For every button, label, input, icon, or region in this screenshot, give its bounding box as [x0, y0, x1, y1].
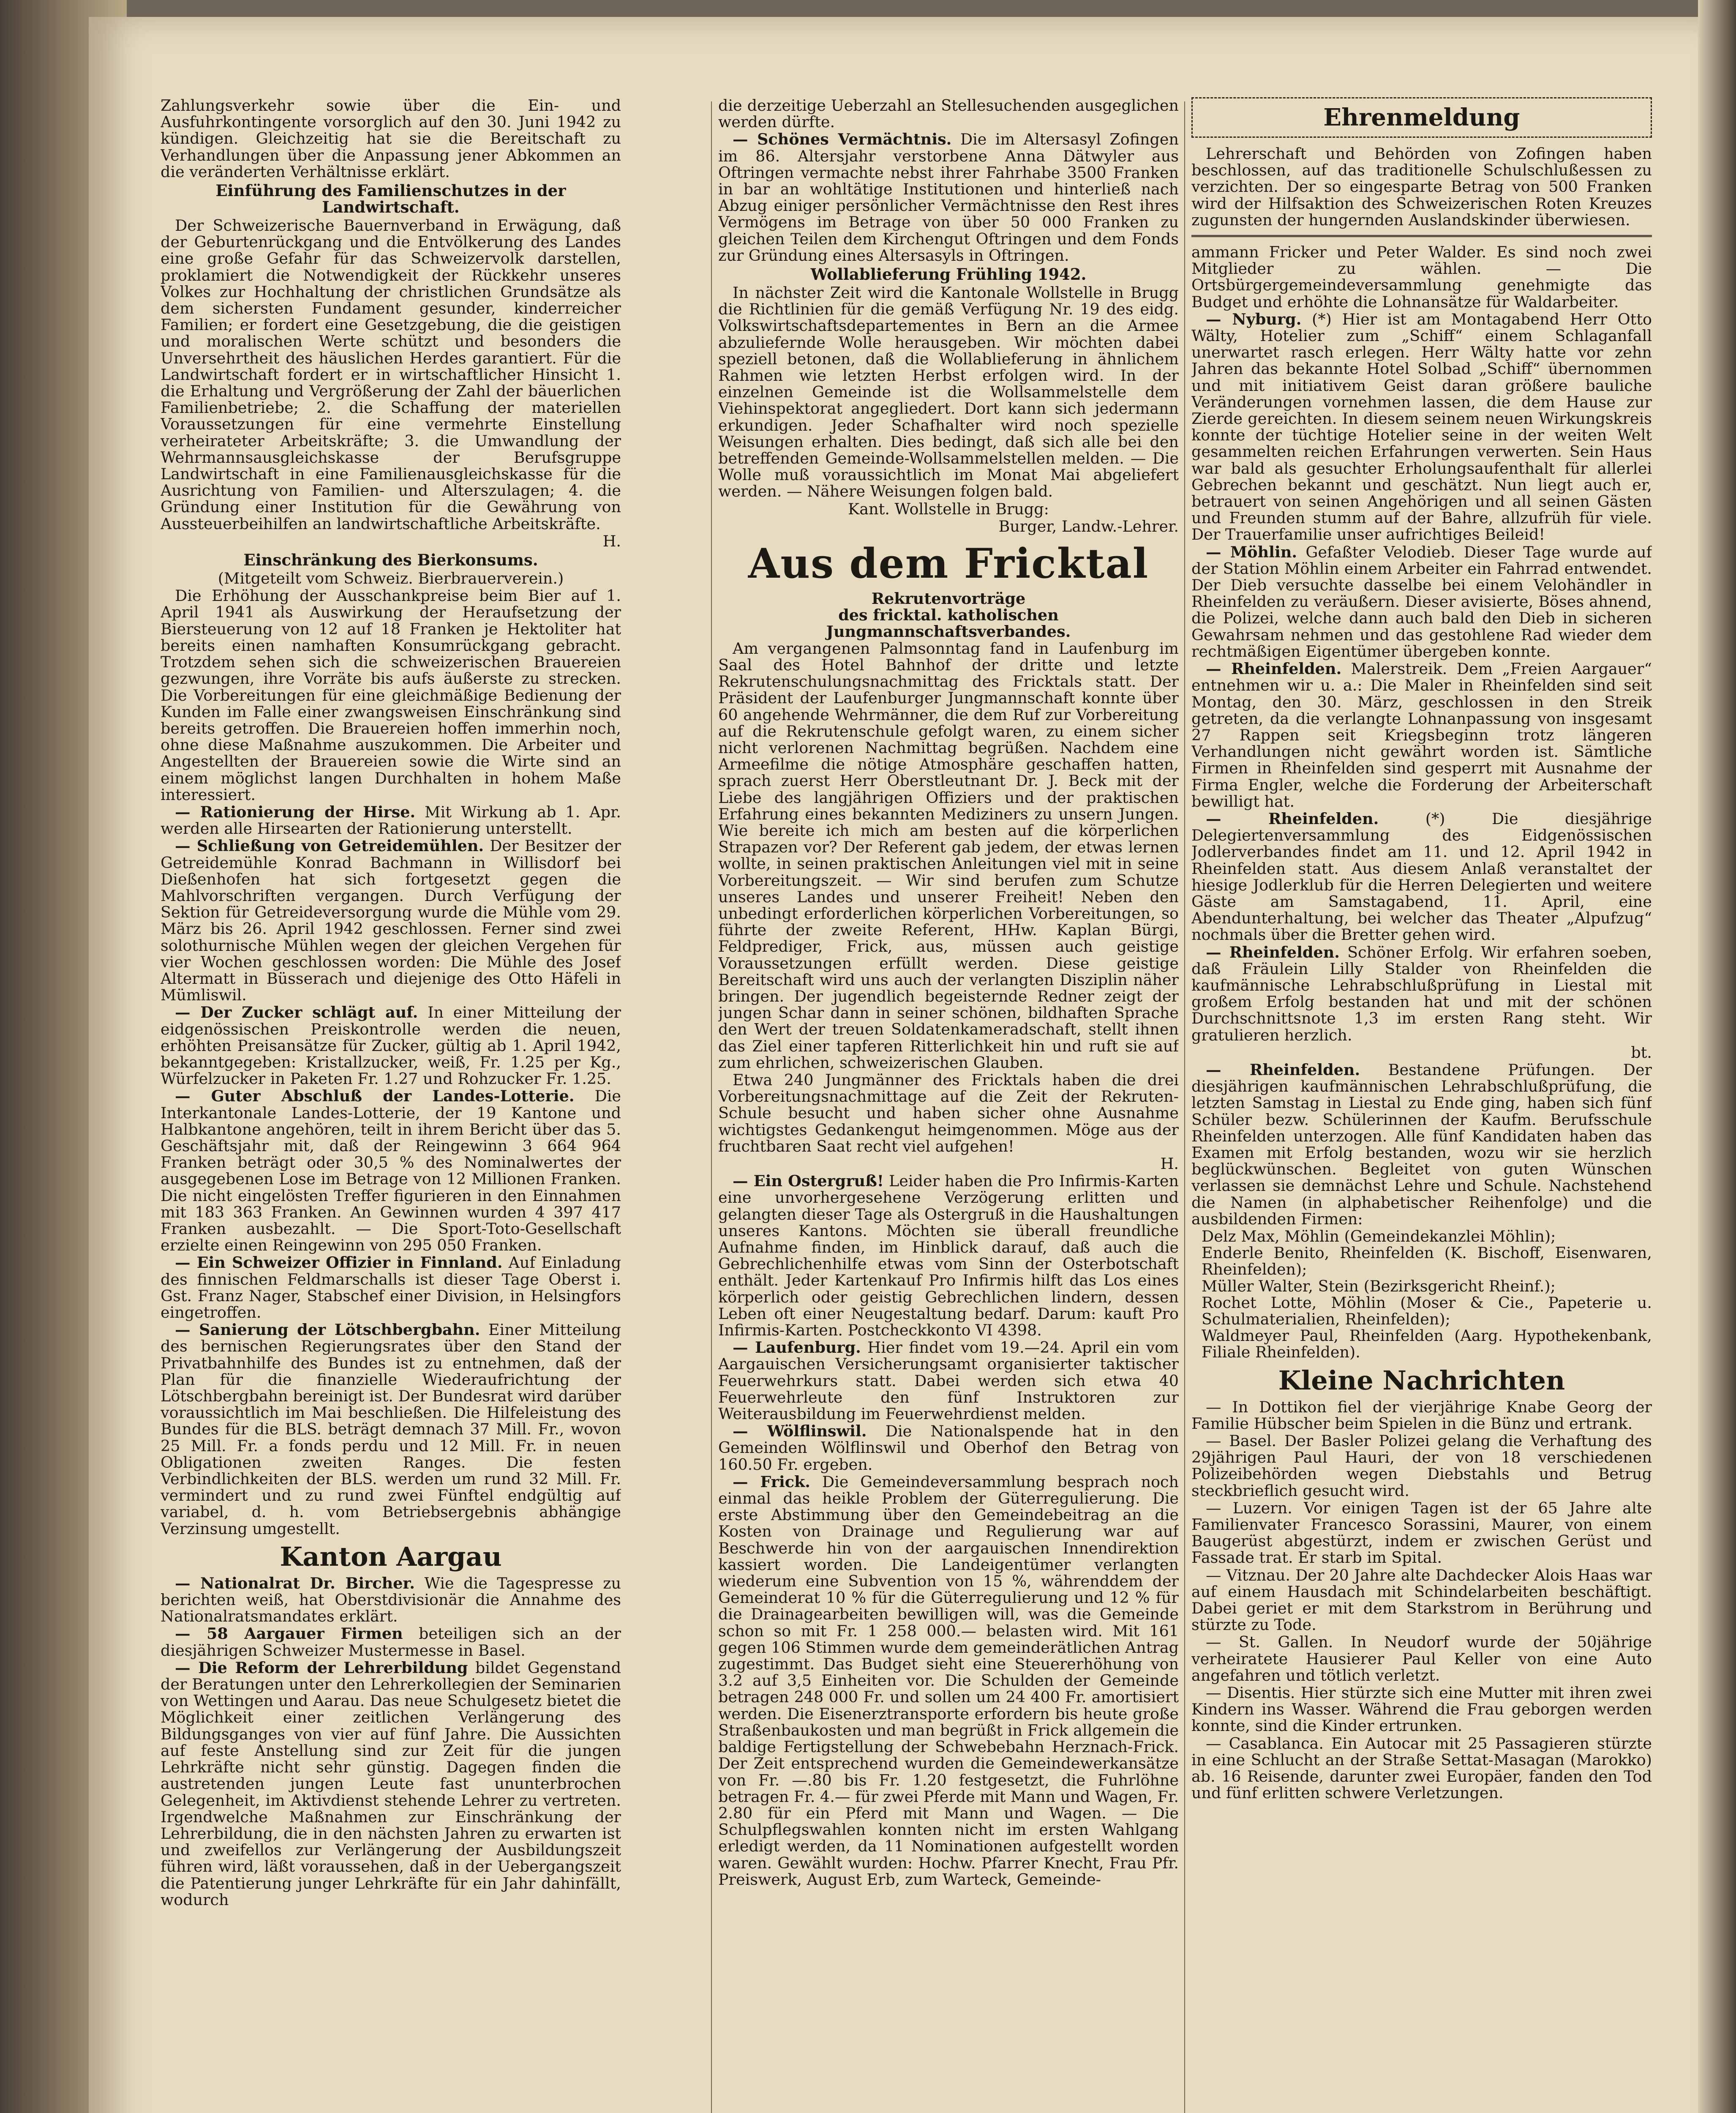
- article-paragraph: Der Schweizerische Bauernverband in Erwägung, daß der Geburtenrückgang und die Entvölkerung des Landes eine große Gefahr für das Schweizervolk darstellen, proklamiert die Notwendigkeit der Rückkehr unseres Volkes zur Hochhaltung der christlichen Grundsätze als dem sichersten Fundament gesunder, kinderreicher Familien; er fordert eine Gesetzgebung, die die geistigen und moralischen Werte schützt und besonders die Unversehrtheit des häuslichen Herdes garantiert. Für die Landwirtschaft fordert er in wirtschaftlicher Hinsicht 1. die Erhaltung und Vergrößerung der Zahl der bäuerlichen Familienbetriebe; 2. die Schaffung der materiellen Voraussetzungen für eine vermehrte Einstellung verheirateter Arbeitskräfte; 3. die Umwandlung der Wehrmannsausgleichskasse der Berufsgruppe Landwirtschaft in eine Familienausgleichskasse für die Ausrichtung von Familien- und Alterszulagen; 4. die Gründung einer Institution für die Gewährung von Aussteuerbeihilfen an landwirtschaftliche Arbeitskräfte.: [161, 216, 621, 533]
- news-item-heading: — Möhlin.: [1206, 543, 1297, 561]
- news-item-heading: — Nyburg.: [1206, 310, 1302, 328]
- news-item-text: Gefaßter Velodieb. Dieser Tage wurde auf der Station Möhlin einem Arbeiter ein Fahrrad entwendet. Der Dieb versuchte dasselbe bei einem Velohändler in Rheinfelden zu veräußern. Dieser avisierte, Böses ahnend, die Polizei, welche dann auch bald den Dieb in sicheren Gewahrsam nehmen und das gestohlene Rad wieder dem rechtmäßigen Eigentümer übergeben konnte.: [1191, 543, 1652, 661]
- short-news-item: — St. Gallen. In Neudorf wurde der 50jährige verheiratete Hausierer Paul Keller von eine Auto angefahren und tötlich verletzt.: [1191, 1633, 1652, 1684]
- article-signature: Burger, Landw.-Lehrer.: [998, 517, 1179, 535]
- news-item: [161, 1004, 621, 1087]
- ehrenmeldung-text: Lehrerschaft und Behörden von Zofingen haben beschlossen, auf das traditionelle Schulschlußessen zu verzichten. Der so eingesparte Betrag von 500 Franken wird der Hilfsaktion des Schweizerischen Roten Kreuzes zugunsten der hungernden Auslandskinder überwiesen.: [1191, 145, 1652, 229]
- news-item: [1191, 1062, 1652, 1227]
- article-paragraph: Etwa 240 Jungmänner des Fricktals haben die drei Vorbereitungsnachmittage auf die Zeit der Rekruten-Schule besucht und haben sicher ohne Ausnahme wichtigstes Gedankengut heimgenommen. Möge aus der fruchtbaren Saat recht viel aufgehen!: [718, 1070, 1179, 1155]
- news-item-heading: — Rheinfelden.: [1206, 1060, 1360, 1079]
- short-news-item: — In Dottikon fiel der vierjährige Knabe Georg der Familie Hübscher beim Spielen in die Bünz und ertrank.: [1191, 1398, 1652, 1433]
- short-news-item: — Vitznau. Der 20 Jahre alte Dachdecker Alois Haas war auf einem Hausdach mit Schindelarbeiten beschäftigt. Dabei geriet er mit dem Starkstrom in Berührung und stürzte zu Tode.: [1191, 1566, 1652, 1634]
- news-item-heading: — Rheinfelden.: [1206, 809, 1379, 828]
- firm-list-item: Müller Walter, Stein (Bezirksgericht Rheinf.);: [1202, 1277, 1556, 1295]
- news-item-text: In einer Mitteilung der eidgenössischen Preiskontrolle werden die neuen, erhöhten Preisansätze für Zucker, gültig ab 1. April 1942, bekanntgegeben: Kristallzucker, weiß, Fr. 1.25 per Kg., Würfelzucker in Paketen Fr. 1.27 und Rohzucker Fr. 1.25.: [161, 1003, 621, 1088]
- article-paragraph: In nächster Zeit wird die Kantonale Wollstelle in Brugg die Richtlinien für die gemäß Verfügung Nr. 19 des eidg. Volkswirtschaftsdepartementes in Bern an die Armee abzuliefernde Wolle herausgeben. Wir möchten dabei speziell betonen, daß die Wollablieferung in ähnlichem Rahmen wie letzten Herbst erfolgen wird. In der einzelnen Gemeinde ist die Wollsammelstelle dem Viehinspektorat angegliedert. Dort kann sich jedermann erkundigen. Jeder Schafhalter wird noch spezielle Weisungen erhalten. Dies bedingt, daß sich alle bei den betreffenden Gemeinde-Wollsammelstellen melden. — Die Wolle muß voraussichtlich im Monat Mai abgeliefert werden. — Nähere Weisungen folgen bald.: [718, 284, 1179, 501]
- article-signature: bt.: [1631, 1043, 1652, 1062]
- news-item-heading: — Laufenburg.: [733, 1338, 861, 1357]
- section-heading-fricktal: Aus dem Fricktal: [748, 540, 1149, 588]
- news-item-text: Bestandene Prüfungen. Der diesjährigen kaufmännischen Lehrabschlußprüfung, die letzten Samstag in Liestal zu Ende ging, haben sich fünf Schüler bezw. Schülerinnen der Kaufm. Berufsschule Rheinfelden unterzogen. Alle fünf Kandidaten haben das Examen mit Erfolg bestanden, wozu wir sie herzlich beglückwünschen. Begleitet von guten Wünschen verlassen sie demnächst Lehre und Schule. Nachstehend die Namen (in alphabetischer Reihenfolge) und die ausbildenden Firmen:: [1191, 1060, 1652, 1228]
- news-item-text: (*) Die diesjährige Delegiertenversammlung des Eidgenössischen Jodlerverbandes findet am 11. und 12. April 1942 in Rheinfelden statt. Aus diesem Anlaß veranstaltet der hiesige Jodlerklub für die Herren Delegierten und weitere Gäste am Samstagabend, 11. April, eine Abendunterhaltung, bei welcher das Theater „Alpufzug“ nochmals über die Bretter gehen wird.: [1191, 809, 1652, 944]
- news-item-heading: — Wölflinswil.: [733, 1422, 867, 1441]
- article-source: (Mitgeteilt vom Schweiz. Bierbrauerverein.): [218, 569, 564, 588]
- news-item-heading: — Ein Schweizer Offizier in Finnland.: [175, 1253, 503, 1272]
- news-item: [161, 838, 621, 1003]
- column-1: [161, 97, 621, 2113]
- news-item-text: Mit Wirkung ab 1. Apr. werden alle Hirsearten der Rationierung unterstellt.: [161, 803, 621, 838]
- article-signature: Kant. Wollstelle in Brugg:: [848, 500, 1049, 518]
- ehrenmeldung-title: Ehrenmeldung: [1191, 97, 1652, 138]
- news-item-heading: — Schönes Vermächtnis.: [733, 130, 952, 149]
- news-item: [161, 1254, 621, 1321]
- short-news-item: — Luzern. Vor einigen Tagen ist der 65 Jahre alte Familienvater Francesco Sorassini, Maurer, von einem Baugerüst abgestürzt, indem er zwischen Gerüst und Fassade trat. Er starb im Spital.: [1191, 1499, 1652, 1567]
- news-item: [1191, 944, 1652, 1043]
- news-item: [1191, 311, 1652, 543]
- news-item: [718, 1423, 1179, 1473]
- news-item-heading: — Sanierung der Lötschbergbahn.: [175, 1321, 480, 1339]
- news-item-text: Die Interkantonale Landes-Lotterie, der 19 Kantone und Halbkantone angehören, teilt in ihrem Bericht über das 5. Geschäftsjahr mit, daß der Reingewinn 3 664 964 Franken beträgt oder 30,5 % des Nominalwertes der ausgegebenen Lose im Betrage von 12 Millionen Franken. Die nicht eingelösten Treffer figurieren in den Einnahmen mit 183 363 Franken. An Gewinnen wurden 4 397 417 Franken ausbezahlt. — Die Sport-Toto-Gesellschaft erzielte einen Reingewinn von 295 050 Franken.: [161, 1087, 621, 1255]
- news-item-heading: — Ein Ostergruß!: [733, 1172, 884, 1190]
- article-paragraph: Die Erhöhung der Ausschankpreise beim Bier auf 1. April 1941 als Auswirkung der Heraufsetzung der Biersteuerung von 12 auf 18 Franken je Hektoliter hat bereits einen namhaften Konsumrückgang gebracht. Trotzdem sehen sich die schweizerischen Brauereien gezwungen, ihre Vorräte bis aufs äußerste zu strecken. Die Vorbereitungen für eine gleichmäßige Bedienung der Kunden im Falle einer zwangsweisen Einschränkung sind bereits getroffen. Die Brauereien hoffen immerhin noch, ohne diese Maßnahme auszukommen. Die Arbeiter und Angestellten der Brauereien sowie die Wirte sind an einem möglichst langen Durchhalten in hohem Maße interessiert.: [161, 587, 621, 804]
- news-item-heading: — Der Zucker schlägt auf.: [175, 1003, 418, 1022]
- column-3: [1191, 97, 1652, 2113]
- news-item: [161, 804, 621, 837]
- article-paragraph: die derzeitige Ueberzahl an Stellesuchenden ausgeglichen werden dürfte.: [718, 97, 1179, 131]
- article-paragraph: Zahlungsverkehr sowie über die Ein- und Ausfuhrkontingente vorsorglich auf den 30. Juni 1942 zu kündigen. Gleichzeitig hat sie die Bereitschaft zu Verhandlungen über die Anpassung jener Abkommen an die veränderten Verhältnisse erklärt.: [161, 97, 621, 181]
- news-item-text: Auf Einladung des finnischen Feldmarschalls ist dieser Tage Oberst i. Gst. Franz Nager, Stabschef einer Division, in Helsingfors eingetroffen.: [161, 1253, 621, 1322]
- news-item-text: Leider haben die Pro Infirmis-Karten eine unvorhergesehene Verzögerung erlitten und gelangten dieser Tage als Ostergruß in die Haushaltungen unseres Kantons. Möchten sie überall freundliche Aufnahme finden, im Hinblick darauf, daß auch die Gebrechlichenhilfe etwas vom Sinn der Osterbotschaft enthält. Jeder Kartenkauf Pro Infirmis hilft das Los eines körperlich oder geistig Gebrechlichen lindern, dessen Leben oft einer Neugestaltung bedarf. Darum: kauft Pro Infirmis-Karten. Postcheckkonto VI 4398.: [718, 1172, 1179, 1340]
- news-item-text: Die Gemeindeversammlung besprach noch einmal das heikle Problem der Güterregulierung. Die erste Abstimmung über den Gemeindebeitrag an die Kosten von Drainage und Regulierung war auf Beschwerde hin von der aargauischen Innendirektion kassiert worden. Die Landeigentümer verlangten wiederum eine Subvention von 15 %, währenddem der Gemeinderat 10 % für die Güterregulierung und 12 % für die Drainagearbeiten bewilligen will, was die Gemeinde schon so mit Fr. 1 258 000.— belasten wird. Mit 161 gegen 106 Stimmen wurde dem gemeinderätlichen Antrag zugestimmt. Das Budget sieht eine Steuererhöhung von 3.2 auf 3,5 Einheiten vor. Die Schulden der Gemeinde betragen 248 000 Fr. und sollen um 24 400 Fr. amortisiert werden. Die Eisenerztransporte erfordern bis heute große Straßenbaukosten und man begrüßt in Frick allgemein die baldige Fertigstellung der Schwebebahn Herznach-Frick. Der Zeit entsprechend wurden die Gemeindewerkansätze von Fr. —.80 bis Fr. 1.20 festgesetzt, die Fuhrlöhne betragen Fr. 4.— für zwei Pferde mit Mann und Wagen, Fr. 2.80 für ein Pferd mit Mann und Wagen. — Die Schulpflegswahlen konnten nicht im ersten Wahlgang erledigt werden, da 11 Nominationen aufgestellt worden waren. Gewählt wurden: Hochw. Pfarrer Knecht, Frau Pfr. Preiswerk, August Erb, zum Warteck, Gemeinde-: [718, 1472, 1179, 1889]
- news-item: [718, 131, 1179, 264]
- news-item-heading: — Die Reform der Lehrerbildung: [175, 1658, 468, 1677]
- article-paragraph: Am vergangenen Palmsonntag fand in Laufenburg im Saal des Hotel Bahnhof der dritte und letzte Rekrutenschulungsnachmittag des Fricktals statt. Der Präsident der Laufenburger Jungmannschaft konnte über 60 angehende Wehrmänner, die dem Ruf zur Vorbereitung auf die Rekrutenschule gefolgt waren, zu einem sicher nicht verlorenen Nachmittag begrüßen. Nachdem eine Armeefilme die nötige Atmosphäre geschaffen hatten, sprach zuerst Herr Oberstleutnant Dr. J. Beck mit der Liebe des langjährigen Offiziers und der praktischen Erfahrung eines bekannten Mediziners zu unsern Jungen. Wie bereite ich mich am besten auf die körperlichen Strapazen vor? Der Referent gab jedem, der etwas lernen wollte, in seinen praktischen Anleitungen viel mit in seine Vorbereitungszeit. — Wir sind berufen zum Schutze unseres Landes und unserer Freiheit! Neben den unbedingt erforderlichen körperlichen Vorbereitungen, so führte der zweite Referent, HHw. Kaplan Bürgi, Feldprediger, Frick, aus, müssen auch geistige Voraussetzungen erfüllt werden. Diese geistige Bereitschaft wird uns auch der verlangten Disziplin näher bringen. Der jugendlich begeisternde Redner zeigt der jungen Schar dann in seiner schönen, bildhaften Sprache den Wert der treuen Soldatenkameradschaft, stellt ihnen das Ziel einer tapferen Ritterlichkeit hin und ruft sie auf zum ehrlichen, schweizerischen Glauben.: [718, 639, 1179, 1072]
- news-item-heading: — Rheinfelden.: [1206, 943, 1340, 961]
- firm-list-item: Delz Max, Möhlin (Gemeindekanzlei Möhlin);: [1202, 1227, 1556, 1245]
- next-page-edge: [1698, 0, 1736, 2113]
- news-item: [1191, 544, 1652, 660]
- news-item-heading: — Schließung von Getreidemühlen.: [175, 837, 484, 855]
- news-item: [1191, 661, 1652, 810]
- ehrenmeldung-box: [1191, 97, 1652, 237]
- short-news-item: — Casablanca. Ein Autocar mit 25 Passagieren stürzte in eine Schlucht an der Straße Settat-Masagan (Marokko) ab. 16 Reisende, darunter zwei Europäer, fanden den Tod und fünf erlitten schwere Verletzungen.: [1191, 1734, 1652, 1802]
- news-item: [1191, 811, 1652, 943]
- news-item-text: Die im Altersasyl Zofingen im 86. Altersjahr verstorbene Anna Dätwyler aus Oftringen vermachte nebst ihrer Fahrhabe 3500 Franken in bar an wohltätige Institutionen und hinterließ nach Abzug einiger persönlicher Vermächtnisse den Rest ihres Vermögens im Betrage von über 50 000 Franken zu gleichen Teilen dem Kirchengut Oftringen und dem Fonds zur Gründung eines Altersasyls in Oftringen.: [718, 130, 1179, 265]
- news-item-text: Die Nationalspende hat in den Gemeinden Wölflinswil und Oberhof den Betrag von 160.50 Fr. ergeben.: [718, 1422, 1179, 1474]
- news-item: [718, 1339, 1179, 1422]
- article-heading: Einschränkung des Bierkonsums.: [243, 551, 538, 570]
- news-item-text: Schöner Erfolg. Wir erfahren soeben, daß Fräulein Lilly Stalder von Rheinfelden die kaufmännische Lehrabschlußprüfung in Liestal mit großem Erfolg bestanden hat und mit der schönen Durchschnittsnote 1,3 im ersten Rang steht. Wir gratulieren herzlich.: [1191, 943, 1652, 1044]
- article-subheading: des fricktal. katholischen Jungmannschaftsverbandes.: [826, 606, 1071, 641]
- firm-list-item: Rochet Lotte, Möhlin (Moser & Cie., Papeterie u. Schulmaterialien, Rheinfelden);: [1202, 1293, 1652, 1329]
- news-item-heading: — 58 Aargauer Firmen: [175, 1624, 403, 1643]
- article-paragraph: ammann Fricker und Peter Walder. Es sind noch zwei Mitglieder zu wählen. — Die Ortsbürgergemeindeversammlung genehmigte das Budget und erhöhte die Lohnansätze für Waldarbeiter.: [1191, 243, 1652, 311]
- article-heading: Wollablieferung Frühling 1942.: [810, 265, 1087, 284]
- section-heading-kleine-nachrichten: Kleine Nachrichten: [1278, 1365, 1565, 1396]
- news-item-text: Einer Mitteilung des bernischen Regierungsrates über den Stand der Privatbahnhilfe des Bundes ist zu entnehmen, daß der Plan für die finanzielle Wiederaufrichtung der Lötschbergbahn bereinigt ist. Der Bundesrat wird darüber voraussichtlich im Mai beschließen. Die Hilfeleistung des Bundes für die BLS. beträgt demnach 37 Mill. Fr., wovon 25 Mill. Fr. a fonds perdu und 12 Mill. Fr. in neuen Obligationen zweiten Ranges. Die festen Verbindlichkeiten der BLS. werden um rund 32 Mill. Fr. vermindert und zu rund zwei Fünftel endgültig auf variabel, d. h. vom Betriebsergebnis abhängige Verzinsung umgestellt.: [161, 1321, 621, 1538]
- news-item-text: Der Besitzer der Getreidemühle Konrad Bachmann in Willisdorf bei Dießenhofen hat sich fortgesetzt gegen die Mahlvorschriften vergangen. Durch Verfügung der Sektion für Getreideversorgung wurde die Mühle vom 29. März bis 26. April 1942 geschlossen. Ferner sind zwei solothurnische Mühlen wegen der gleichen Vergehen für vier Wochen geschlossen worden: Die Mühle des Josef Altermatt in Büsserach und diejenige des Otto Häfeli in Mümliswil.: [161, 837, 621, 1005]
- article-heading: Einführung des Familienschutzes in der Landwirtschaft.: [215, 181, 566, 217]
- article-signature: H.: [1160, 1154, 1179, 1173]
- column-2: [718, 97, 1179, 2113]
- news-item-heading: — Nationalrat Dr. Bircher.: [175, 1574, 415, 1592]
- news-item-heading: — Rheinfelden.: [1206, 660, 1342, 678]
- section-heading-aargau: Kanton Aargau: [280, 1541, 502, 1572]
- article-heading: Rekrutenvorträge: [871, 590, 1026, 608]
- firm-list-item: Waldmeyer Paul, Rheinfelden (Aarg. Hypothekenbank, Filiale Rheinfelden).: [1202, 1327, 1652, 1362]
- column-rule: [711, 101, 712, 2113]
- news-item-text: (*) Hier ist am Montagabend Herr Otto Wälty, Hotelier zum „Schiff“ einem Schlaganfall unerwartet rasch erlegen. Herr Wälty hatte vor zehn Jahren das bekannte Hotel Solbad „Schiff“ übernommen und mit initiativem Geist daran größere bauliche Veränderungen vornehmen lassen, die dem Hause zur Zierde gereichten. In diesem seinem neuen Wirkungskreis konnte der tüchtige Hotelier seine in der weiten Welt gesammelten reichen Erfahrungen verwerten. Sein Haus war bald als gesuchter Erholungsaufenthalt für allerlei Gebrechen bekannt und geschätzt. Nun liegt auch er, betrauert von seinen Angehörigen und all seinen Gästen und Freunden stumm auf der Bahre, allzufrüh für viele. Der Trauerfamilie unser aufrichtiges Beileid!: [1191, 310, 1652, 544]
- short-news-item: — Disentis. Hier stürzte sich eine Mutter mit ihren zwei Kindern ins Wasser. Während die Frau geborgen werden konnte, sind die Kinder ertrunken.: [1191, 1684, 1652, 1735]
- news-item-heading: — Frick.: [733, 1472, 811, 1491]
- column-rule: [1184, 101, 1185, 2113]
- news-item-heading: — Rationierung der Hirse.: [175, 803, 416, 821]
- news-item: [718, 1173, 1179, 1338]
- news-item-text: beteiligen sich an der diesjährigen Schweizer Mustermesse in Basel.: [161, 1624, 621, 1660]
- news-item: [161, 1625, 621, 1658]
- news-item: [161, 1660, 621, 1908]
- news-item-text: Hier findet vom 19.—24. April ein vom Aargauischen Versicherungsamt organisierter taktischer Feuerwehrkurs statt. Dabei werden sich etwa 40 Feuerwehrleute den fünf Instruktoren zur Weiterausbildung im Feuerwehrdienst melden.: [718, 1338, 1179, 1423]
- news-item: [161, 1088, 621, 1253]
- article-signature: H.: [602, 532, 621, 550]
- news-item: [161, 1575, 621, 1625]
- news-item-heading: — Guter Abschluß der Landes-Lotterie.: [175, 1087, 575, 1106]
- short-news-item: — Basel. Der Basler Polizei gelang die Verhaftung des 29jährigen Paul Hauri, der von 18 verschiedenen Polizeibehörden wegen Diebstahls und Betrug steckbrieflich gesucht wird.: [1191, 1432, 1652, 1500]
- news-item-text: bildet Gegenstand der Beratungen unter den Lehrerkollegien der Seminarien von Wettingen und Aarau. Das neue Schulgesetz bietet die Möglichkeit einer zeitlichen Verlängerung des Bildungsganges von vier auf fünf Jahre. Die Aussichten auf feste Anstellung sind zur Zeit für die jungen Lehrkräfte nicht sehr günstig. Dagegen finden die austretenden jungen Leute fast ununterbrochen Gelegenheit, im Aktivdienst stehende Lehrer zu vertreten. Irgendwelche Maßnahmen zur Einschränkung der Lehrerbildung, die in den nächsten Jahren zu erwarten ist und zweifellos zur Verlängerung der Ausbildungszeit führen wird, läßt voraussehen, daß in der Uebergangszeit die Patentierung junger Lehrkräfte für ein Jahr dahinfällt, wodurch: [161, 1658, 621, 1909]
- news-item-text: Wie die Tagespresse zu berichten weiß, hat Oberstdivisionär die Annahme des Nationalratsmandates erklärt.: [161, 1574, 621, 1626]
- news-item: [161, 1321, 621, 1537]
- news-item-text: Malerstreik. Dem „Freien Aargauer“ entnehmen wir u. a.: Die Maler in Rheinfelden sind seit Montag, den 30. März, geschlossen in den Streik getreten, da die verlangte Lohnanpassung von insgesamt 27 Rappen seit Kriegsbeginn trotz längeren Verhandlungen nicht gewährt worden ist. Sämtliche Firmen in Rheinfelden sind gesperrt mit Ausnahme der Firma Engler, welche die Forderung der Arbeiterschaft bewilligt hat.: [1191, 660, 1652, 811]
- firm-list-item: Enderle Benito, Rheinfelden (K. Bischoff, Eisenwaren, Rheinfelden);: [1202, 1244, 1652, 1279]
- news-item: [718, 1474, 1179, 1888]
